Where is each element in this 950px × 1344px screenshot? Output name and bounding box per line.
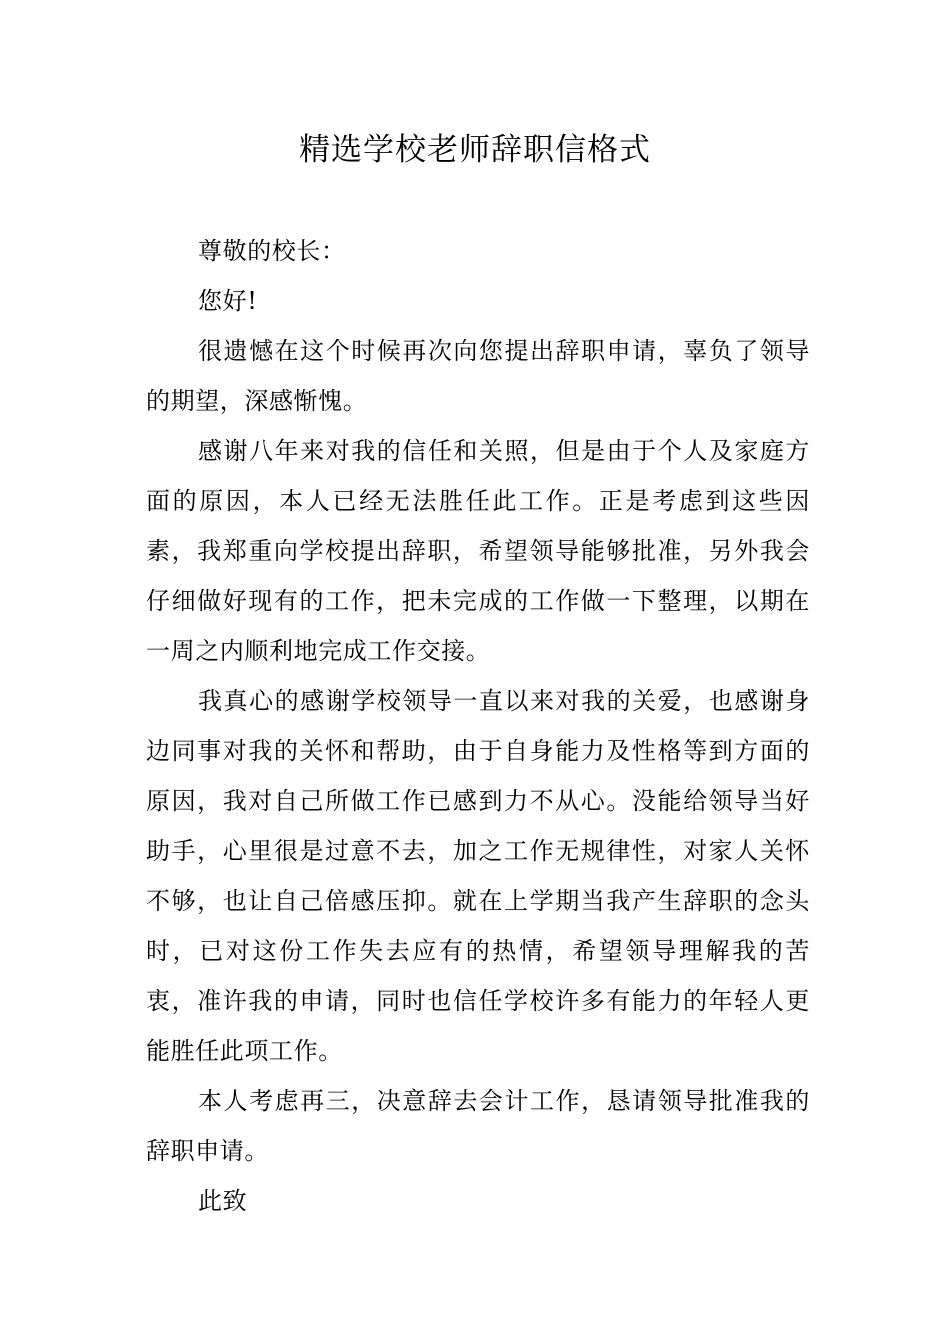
paragraph-apology: 很遗憾在这个时候再次向您提出辞职申请，辜负了领导的期望，深感惭愧。 — [146, 337, 810, 415]
salutation: 尊敬的校长： — [198, 237, 346, 265]
document-title: 精选学校老师辞职信格式 — [299, 132, 651, 168]
letter-body — [146, 226, 810, 1226]
paragraph-request: 本人考虑再三，决意辞去会计工作，恳请领导批准我的辞职申请。 — [146, 1087, 810, 1165]
greeting: 您好! — [198, 287, 258, 315]
paragraph-reasons: 感谢八年来对我的信任和关照，但是由于个人及家庭方面的原因，本人已经无法胜任此工作。正是考虑到这些因素，我郑重向学校提出辞职，希望领导能够批准，另外我会仔细做好现有的工作，把未完成的工作做一下整理，以期在一周之内顺利地完成工作交接。 — [146, 437, 810, 665]
paragraph-gratitude: 我真心的感谢学校领导一直以来对我的关爱，也感谢身边同事对我的关怀和帮助，由于自身能力及性格等到方面的原因，我对自己所做工作已感到力不从心。没能给领导当好助手，心里很是过意不去，加之工作无规律性，对家人关怀不够，也让自己倍感压抑。就在上学期当我产生辞职的念头时，已对这份工作失去应有的热情，希望领导理解我的苦衷，准许我的申请，同时也信任学校许多有能力的年轻人更能胜任此项工作。 — [146, 687, 810, 1065]
closing: 此致 — [198, 1187, 248, 1215]
